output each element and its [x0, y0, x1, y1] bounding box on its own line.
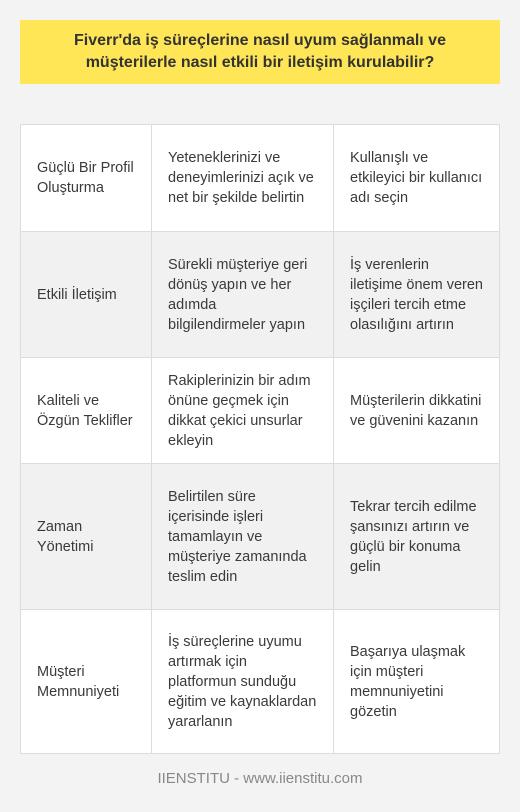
topic-cell: Güçlü Bir Profil Oluşturma — [37, 160, 134, 196]
title-line-2: müşterilerle nasıl etkili bir iletişim kurulabilir? — [85, 54, 435, 71]
topic-cell: Müşteri Memnuniyeti — [37, 663, 120, 700]
title-banner — [20, 20, 500, 84]
action-cell: Sürekli müşteriye geri dönüş yapın ve her adımda bilgilendirmeler yapın — [151, 232, 333, 357]
benefit-cell: Müşterilerin dikkatini ve güvenini kazanın — [333, 358, 499, 463]
table-row — [21, 463, 499, 609]
benefit-cell: Kullanışlı ve etkileyici bir kullanıcı adı seçin — [333, 125, 499, 231]
topic-cell: Etkili İletişim — [37, 286, 117, 303]
table-row — [21, 125, 499, 231]
table-row — [21, 609, 499, 753]
table-row — [21, 231, 499, 357]
info-table — [20, 124, 500, 754]
title-line-1: Fiverr'da iş süreçlerine nasıl uyum sağlanmalı ve — [74, 32, 446, 49]
footer-credit: IIENSTITU - www.iienstitu.com — [157, 770, 363, 787]
benefit-cell: Başarıya ulaşmak için müşteri memnuniyetini gözetin — [333, 610, 499, 753]
table-row — [21, 357, 499, 463]
action-cell: Belirtilen süre içerisinde işleri tamamlayın ve müşteriye zamanında teslim edin — [151, 464, 333, 609]
topic-cell: Kaliteli ve Özgün Teklifler — [37, 392, 133, 429]
action-cell: İş süreçlerine uyumu artırmak için platformun sunduğu eğitim ve kaynaklardan yararlanın — [151, 610, 333, 753]
page-title — [74, 30, 446, 74]
benefit-cell: İş verenlerin iletişime önem veren işçileri tercih etme olasılığını artırın — [333, 232, 499, 357]
action-cell: Rakiplerinizin bir adım önüne geçmek için dikkat çekici unsurlar ekleyin — [151, 358, 333, 463]
action-cell: Yeteneklerinizi ve deneyimlerinizi açık ve net bir şekilde belirtin — [151, 125, 333, 231]
benefit-cell: Tekrar tercih edilme şansınızı artırın ve güçlü bir konuma gelin — [333, 464, 499, 609]
topic-cell: Zaman Yönetimi — [37, 518, 94, 555]
